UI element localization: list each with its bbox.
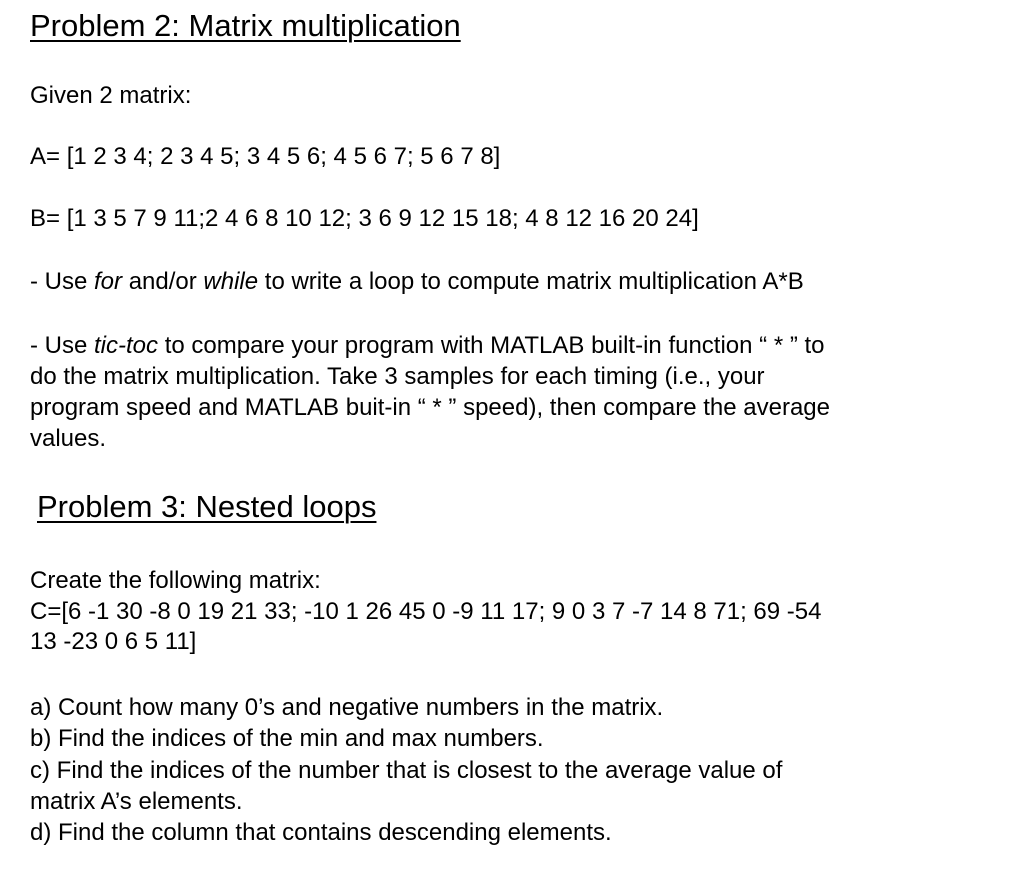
bullet-tictoc-line2: do the matrix multiplication. Take 3 samples for each timing (i.e., your	[30, 363, 765, 390]
task-c: c) Find the indices of the number that is closest to the average value of	[30, 757, 783, 784]
keyword-while: while	[203, 268, 259, 295]
text: - Use	[30, 268, 95, 295]
text: and/or	[122, 268, 204, 295]
bullet-loop-instruction	[30, 267, 804, 297]
bullet-tictoc-line1	[30, 331, 825, 361]
matrix-c-line1: C=[6 -1 30 -8 0 19 21 33; -10 1 26 45 0 -9 11 17; 9 0 3 7 -7 14 8 71; 69 -54	[30, 598, 822, 625]
bullet-tictoc-line4: values.	[30, 425, 107, 452]
problem2-intro: Given 2 matrix:	[30, 82, 192, 109]
keyword-tictoc: tic-toc	[94, 332, 159, 359]
text: to compare your program with MATLAB built-in function “ * ” to	[158, 332, 825, 359]
matrix-c-line2: 13 -23 0 6 5 11]	[30, 628, 197, 655]
task-d: d) Find the column that contains descending elements.	[30, 819, 612, 846]
problem3-intro: Create the following matrix:	[30, 567, 321, 594]
matrix-a-definition: A= [1 2 3 4; 2 3 4 5; 3 4 5 6; 4 5 6 7; 5 6 7 8]	[30, 143, 501, 170]
text: to write a loop to compute matrix multiplication A*B	[258, 268, 804, 295]
problem3-title: Problem 3: Nested loops	[37, 489, 377, 524]
task-c-continued: matrix A’s elements.	[30, 788, 243, 815]
keyword-for: for	[94, 268, 123, 295]
problem2-title: Problem 2: Matrix multiplication	[30, 8, 461, 43]
task-a: a) Count how many 0’s and negative numbers in the matrix.	[30, 694, 664, 721]
bullet-tictoc-line3: program speed and MATLAB buit-in “ * ” speed), then compare the average	[30, 394, 830, 421]
task-b: b) Find the indices of the min and max numbers.	[30, 725, 544, 752]
text: - Use	[30, 332, 95, 359]
matrix-b-definition: B= [1 3 5 7 9 11;2 4 6 8 10 12; 3 6 9 12 15 18; 4 8 12 16 20 24]	[30, 205, 699, 232]
